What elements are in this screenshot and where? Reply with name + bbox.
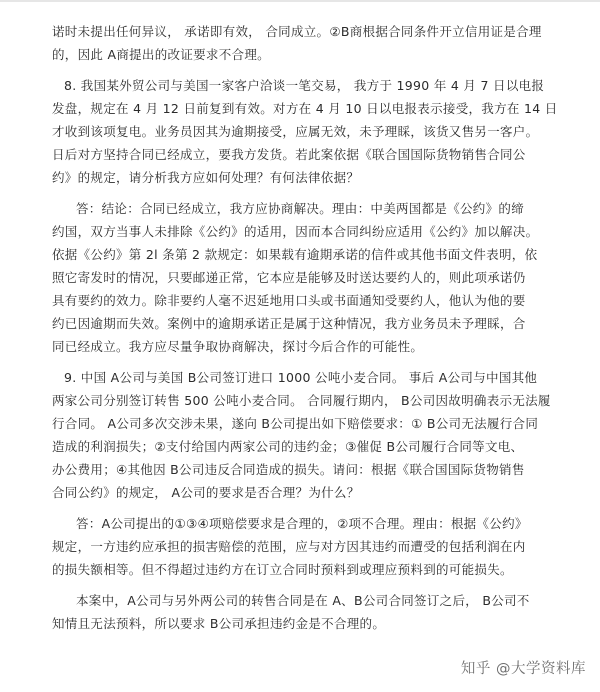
paragraph-gap (0, 189, 600, 197)
paragraph-gap (0, 358, 600, 366)
text-line: 造成的利润损失；②支付给国内两家公司的违约金；③催促 B公司履行合同等文电、 (52, 439, 524, 454)
text-line: 照它寄发时的情况，只要邮递正常，它本应是能够及时送达要约人的，则此项承诺仍 (52, 270, 526, 285)
text-line: 两家公司分别签订转售 500 公吨小麦合同。 合同履行期内， B公司因故明确表示无法履 (52, 393, 551, 408)
text-line: 办公费用；④其他因 B公司违反合同造成的损失。请问：根据《联合国国际货物销售 (52, 462, 525, 477)
top-divider (0, 0, 600, 2)
text-line: 的损失额相等。但不得超过违约方在订立合同时预料到或理应预料到的可能损失。 (52, 562, 513, 577)
text-line: 答：A公司提出的①③④项赔偿要求是合理的，②项不合理。理由：根据《公约》 (76, 516, 528, 531)
text-line: 日后对方坚持合同已经成立，要我方发货。若此案依据《联合国国际货物销售合同公 (52, 147, 526, 162)
text-line: 约已因逾期而失效。案例中的逾期承诺正是属于这种情况，我方业务员未予理睬，合 (52, 316, 526, 331)
text-line: 的，因此 A商提出的改证要求不合理。 (52, 47, 270, 62)
paragraph-gap (0, 581, 600, 589)
paragraph-gap (0, 66, 600, 74)
text-line: 行合同。 A公司多次交涉未果，遂向 B公司提出如下赔偿要求：① B公司无法履行合同 (52, 416, 539, 431)
text-line: 依据《公约》第 2l 条第 2 款规定：如果载有逾期承诺的信件或其他书面文件表明，依 (52, 247, 538, 262)
text-line: 诺时未提出任何异议， 承诺即有效， 合同成立。②B商根据合同条件开立信用证是合理 (52, 24, 542, 39)
text-line: 知情且无法预料，所以要求 B公司承担违约金是不合理的。 (52, 616, 386, 631)
text-line: 约》的规定，请分析我方应如何处理？有何法律依据？ (52, 170, 360, 185)
text-line: 9. 中国 A公司与美国 B公司签订进口 1000 公吨小麦合同。 事后 A公司与中国其他 (64, 370, 538, 385)
text-line: 合同公约》的规定， A公司的要求是否合理？为什么？ (52, 485, 360, 500)
text-line: 具有要约的效力。除非要约人毫不迟延地用口头或书面通知受要约人，他认为他的要 (52, 293, 526, 308)
paragraph-gap (0, 504, 600, 512)
text-line: 同已经成立。我方应尽量争取协商解决，探讨今后合作的可能性。 (52, 339, 424, 354)
text-line: 答：结论：合同已经成立，我方应协商解决。理由：中美两国都是《公约》的缔 (76, 201, 525, 216)
text-line: 规定，一方违约应承担的损害赔偿的范围，应与对方因其违约而遭受的包括利润在内 (52, 539, 526, 554)
text-line: 发盘，规定在 4 月 12 日前复到有效。对方在 4 月 10 日以电报表示接受，我方在 14 日 (52, 101, 558, 116)
text-line: 约国，双方当事人未排除《公约》的适用，因而本合同纠纷应适用《公约》加以解决。 (52, 224, 539, 239)
text-line: 8. 我国某外贸公司与美国一家客户洽谈一笔交易， 我方于 1990 年 4 月 7 日以电报 (64, 78, 545, 93)
text-line: 本案中，A公司与另外两公司的转售合同是在 A、B公司合同签订之后， B公司不 (76, 593, 530, 608)
zhihu-watermark: 知乎 @大学资料库 (460, 661, 586, 677)
text-line: 才收到该项复电。业务员因其为逾期接受，应属无效，未予理睬，该货又售另一客户。 (52, 124, 539, 139)
document-body (0, 20, 600, 635)
